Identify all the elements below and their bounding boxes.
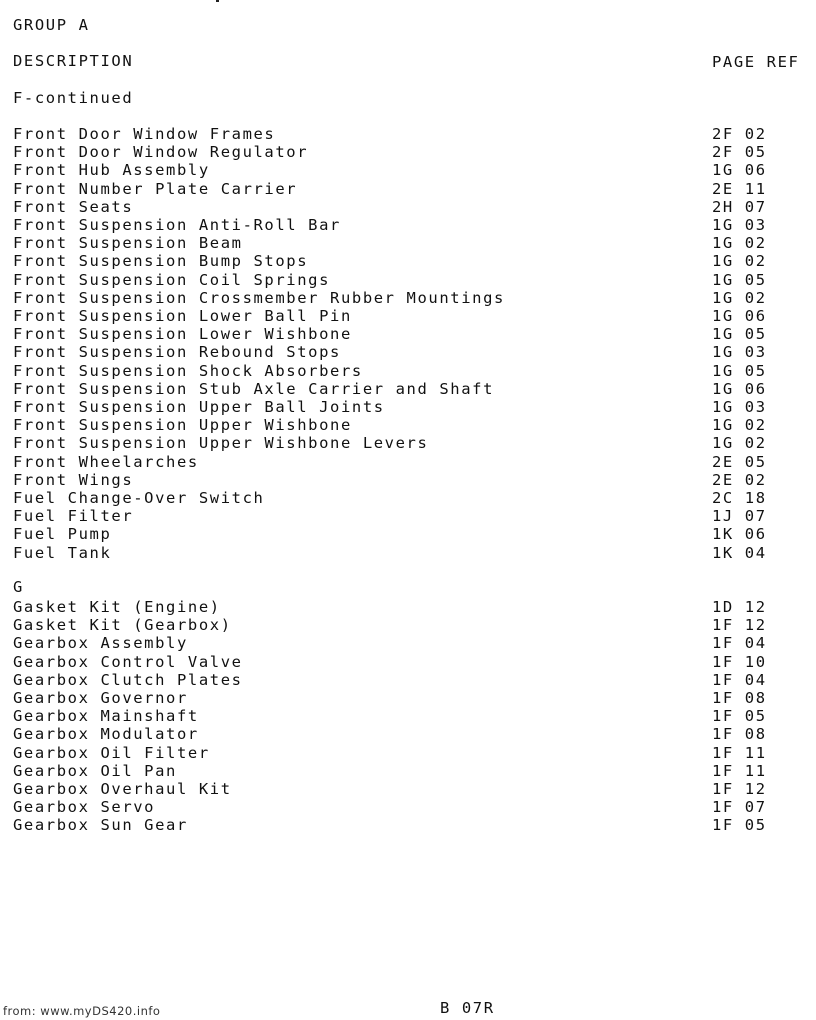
entry-page-ref: 1F 11 [712,743,767,762]
index-entry [0,816,816,834]
entry-description: Front Suspension Lower Ball Pin [13,307,352,325]
entry-page-ref: 1F 12 [712,616,767,635]
index-entry [0,161,816,179]
index-entry [0,380,816,398]
index-entry [0,416,816,434]
entry-page-ref: 1F 05 [712,707,767,726]
entry-page-ref: 1F 08 [712,689,767,707]
entry-description: Front Suspension Upper Wishbone [13,416,352,435]
entry-page-ref: 2E 02 [712,470,767,489]
entry-description: Gearbox Sun Gear [13,816,188,835]
entry-page-ref: 1G 03 [712,343,767,362]
entry-page-ref: 2F 05 [712,143,767,162]
entry-page-ref: 1G 06 [712,379,767,398]
index-entry [0,198,816,216]
entry-page-ref: 1F 08 [712,725,767,744]
description-column-header: DESCRIPTION [13,52,134,70]
index-entry [0,780,816,798]
page-ref-column-header: PAGE REF [712,53,800,71]
entry-page-ref: 1F 04 [712,670,767,689]
entry-description: Front Wheelarches [13,452,199,471]
entry-description: Front Suspension Stub Axle Carrier and Shaft [13,379,494,398]
index-entry [0,343,816,361]
section-g-letter: G [13,578,24,596]
index-entry [0,271,816,289]
scan-speck [216,0,219,2]
entry-description: Front Suspension Shock Absorbers [13,361,363,380]
index-entry [0,744,816,762]
entry-description: Gasket Kit (Gearbox) [13,616,232,635]
index-entry [0,216,816,234]
entry-description: Front Suspension Bump Stops [13,252,309,271]
index-entry [0,471,816,489]
entry-page-ref: 1G 03 [712,398,767,416]
entry-description: Front Seats [13,197,134,216]
index-entry [0,489,816,507]
entry-page-ref: 1F 04 [712,634,767,653]
entry-description: Front Suspension Anti-Roll Bar [13,216,341,234]
entry-page-ref: 1F 11 [712,761,767,780]
entry-page-ref: 1D 12 [712,598,767,616]
entry-page-ref: 1F 12 [712,780,767,798]
index-entry [0,598,816,616]
entry-page-ref: 1G 02 [712,252,767,271]
index-entry [0,362,816,380]
entry-description: Fuel Tank [13,543,112,562]
entry-page-ref: 1F 10 [712,652,767,671]
entry-description: Gearbox Control Valve [13,652,243,671]
index-entry [0,707,816,725]
entry-page-ref: 1G 05 [712,325,767,344]
entry-page-ref: 1K 06 [712,525,767,544]
entry-page-ref: 1G 02 [712,288,767,307]
entry-page-ref: 1G 03 [712,216,767,234]
entry-description: Gearbox Clutch Plates [13,670,243,689]
entry-page-ref: 2E 05 [712,452,767,471]
index-entry [0,762,816,780]
entry-description: Gasket Kit (Engine) [13,598,221,616]
index-entry [0,689,816,707]
index-entry [0,252,816,270]
index-entry [0,544,816,562]
index-entry [0,634,816,652]
index-entry [0,525,816,543]
entry-description: Gearbox Overhaul Kit [13,780,232,798]
index-entry [0,307,816,325]
entry-description: Gearbox Servo [13,798,156,817]
index-entry [0,653,816,671]
index-entry [0,125,816,143]
entry-description: Front Hub Assembly [13,161,210,180]
entry-description: Gearbox Modulator [13,725,199,744]
entry-description: Gearbox Assembly [13,634,188,653]
index-entry [0,616,816,634]
entry-page-ref: 2E 11 [712,179,767,198]
entry-description: Gearbox Mainshaft [13,707,199,726]
index-entry [0,671,816,689]
entry-description: Front Number Plate Carrier [13,179,298,198]
entry-page-ref: 1G 06 [712,307,767,325]
entry-description: Front Suspension Lower Wishbone [13,325,352,344]
index-entry [0,434,816,452]
entry-description: Front Suspension Crossmember Rubber Mountings [13,288,505,307]
entry-description: Front Suspension Upper Ball Joints [13,398,385,416]
entry-description: Gearbox Oil Filter [13,743,210,762]
entry-page-ref: 1F 07 [712,798,767,817]
index-entry [0,325,816,343]
index-entry [0,289,816,307]
index-entry [0,725,816,743]
group-heading: GROUP A [13,16,90,34]
entry-description: Front Suspension Beam [13,234,243,253]
entry-page-ref: 1K 04 [712,543,767,562]
index-entry [0,798,816,816]
index-entry [0,453,816,471]
entry-page-ref: 1G 02 [712,434,767,453]
entry-page-ref: 2H 07 [712,197,767,216]
entry-description: Front Suspension Upper Wishbone Levers [13,434,429,453]
entry-page-ref: 2F 02 [712,125,767,143]
continued-label: F-continued [13,89,134,107]
index-entry [0,180,816,198]
index-entry [0,398,816,416]
source-watermark: from: www.myDS420.info [3,1004,161,1018]
entry-description: Fuel Pump [13,525,112,544]
entry-description: Fuel Change-Over Switch [13,489,265,507]
entry-page-ref: 1G 05 [712,270,767,289]
entry-page-ref: 1F 05 [712,816,767,835]
entry-page-ref: 2C 18 [712,489,767,507]
entry-description: Front Door Window Regulator [13,143,309,162]
entry-description: Front Suspension Rebound Stops [13,343,341,362]
entry-description: Front Door Window Frames [13,125,276,143]
index-entry [0,234,816,252]
entry-description: Fuel Filter [13,507,134,526]
entry-description: Gearbox Governor [13,689,188,707]
entry-page-ref: 1G 06 [712,161,767,180]
index-entry [0,143,816,161]
page-number: B 07R [440,999,495,1017]
entry-page-ref: 1G 02 [712,416,767,435]
entry-page-ref: 1J 07 [712,507,767,526]
entry-description: Front Suspension Coil Springs [13,270,331,289]
index-entry [0,507,816,525]
entry-page-ref: 1G 02 [712,234,767,253]
entry-page-ref: 1G 05 [712,361,767,380]
entry-description: Gearbox Oil Pan [13,761,177,780]
entry-description: Front Wings [13,470,134,489]
